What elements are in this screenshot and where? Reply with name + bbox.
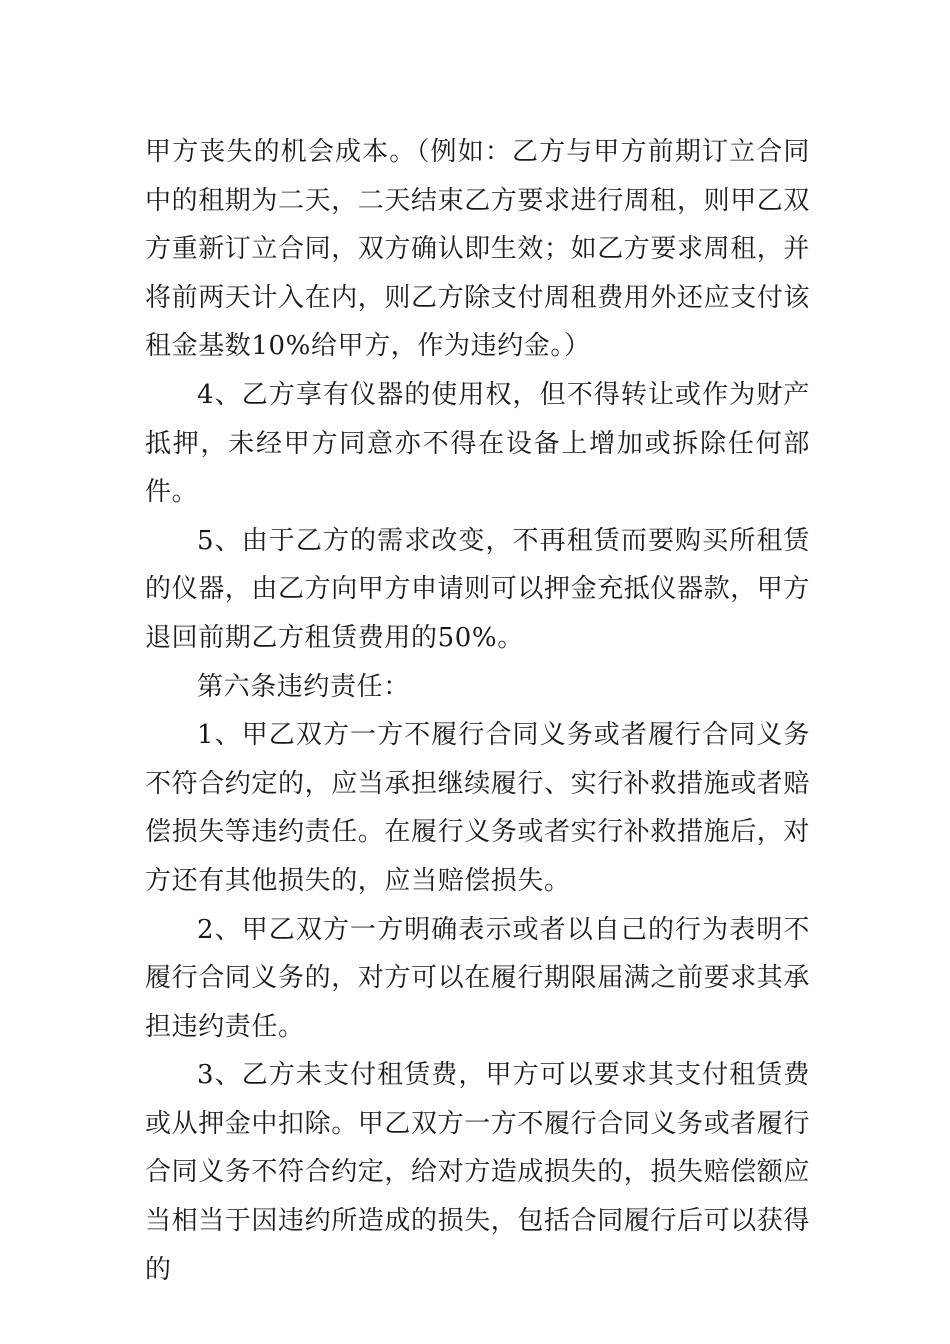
document-body bbox=[145, 128, 810, 1294]
paragraph-clause-4: 4、乙方享有仪器的使用权，但不得转让或作为财产抵押，未经甲方同意亦不得在设备上增加或拆除任何部件。 bbox=[145, 379, 810, 508]
paragraph-liability-1: 1、甲乙双方一方不履行合同义务或者履行合同义务不符合约定的，应当承担继续履行、实行补救措施或者赔偿损失等违约责任。在履行义务或者实行补救措施后，对方还有其他损失的，应当赔偿损失。 bbox=[145, 720, 811, 896]
paragraph-liability-2: 2、甲乙双方一方明确表示或者以自己的行为表明不履行合同义务的，对方可以在履行期限届满之前要求其承担违约责任。 bbox=[145, 914, 811, 1042]
paragraph-clause-5: 5、由于乙方的需求改变，不再租赁而要购买所租赁的仪器，由乙方向甲方申请则可以押金充抵仪器款，甲方退回前期乙方租赁费用的50%。 bbox=[145, 525, 811, 653]
paragraph-liability-3: 3、乙方未支付租赁费，甲方可以要求其支付租赁费或从押金中扣除。甲乙双方一方不履行合同义务或者履行合同义务不符合约定，给对方造成损失的，损失赔偿额应当相当于因违约所造成的损失，包括合同履行后可以获得的 bbox=[145, 1060, 811, 1285]
paragraph-continuation: 甲方丧失的机会成本。（例如：乙方与甲方前期订立合同中的租期为二天，二天结束乙方要求进行周租，则甲乙双方重新订立合同，双方确认即生效；如乙方要求周租，并将前两天计入在内，则乙方除支付周租费用外还应支付该租金基数10%给甲方，作为违约金。） bbox=[145, 137, 811, 362]
section-heading-article-6: 第六条违约责任： bbox=[197, 671, 410, 702]
